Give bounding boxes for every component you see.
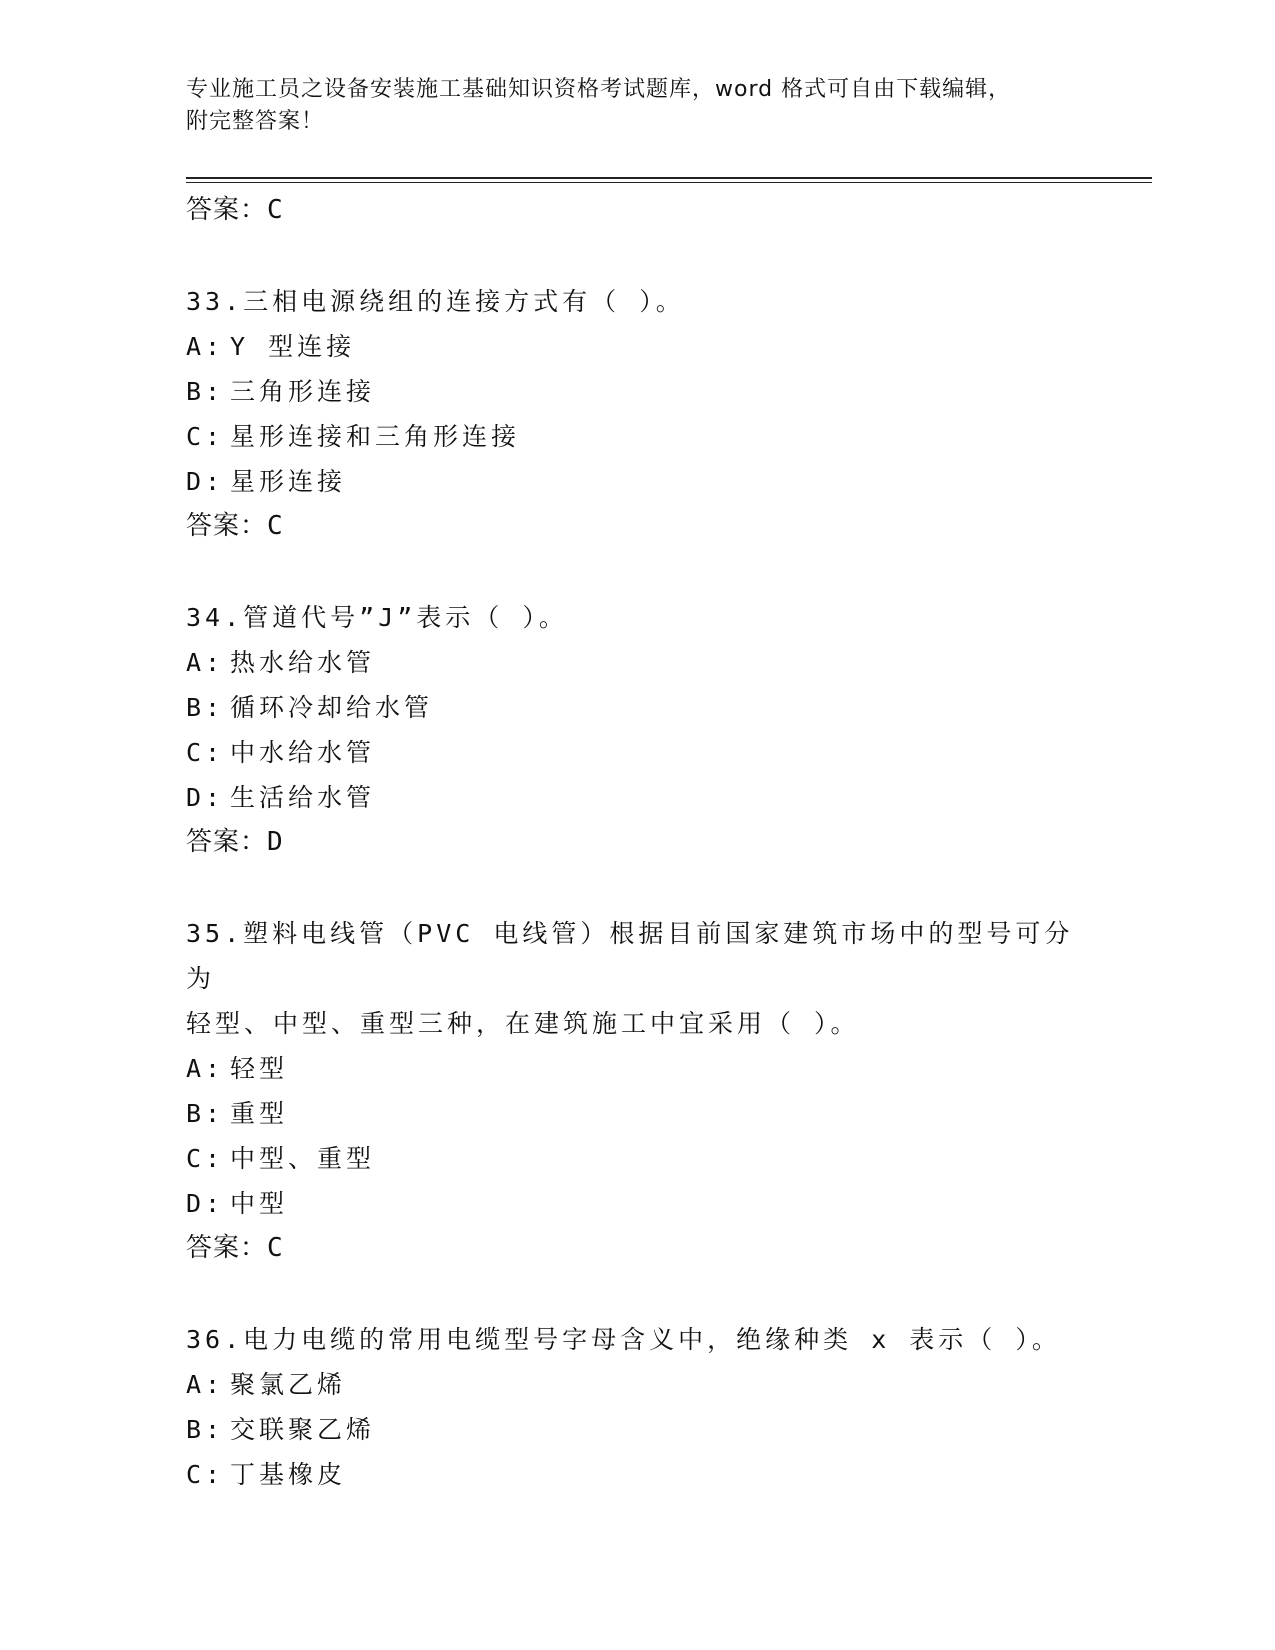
option-text: 聚氯乙烯	[230, 1370, 347, 1399]
option-a	[186, 640, 1086, 685]
answer-value: C	[267, 1233, 284, 1263]
answer-label: 答案：	[186, 1233, 268, 1263]
question-35	[186, 911, 1086, 1271]
option-a	[186, 1362, 1086, 1407]
option-key: D:	[186, 467, 225, 496]
option-text: 中型、重型	[230, 1144, 376, 1173]
option-text: 轻型	[230, 1054, 289, 1083]
option-a	[186, 324, 1086, 369]
answer-value: C	[267, 195, 284, 225]
answer-line	[186, 820, 1086, 865]
answer-label: 答案：	[186, 511, 268, 541]
option-c	[186, 1136, 1086, 1181]
option-text: 重型	[230, 1099, 289, 1128]
option-text: 中水给水管	[230, 738, 376, 767]
option-d	[186, 459, 1086, 504]
option-key: A:	[186, 1054, 225, 1083]
question-36	[186, 1317, 1086, 1497]
option-key: A:	[186, 332, 225, 361]
question-stem: 33.三相电源绕组的连接方式有（ ）。	[186, 287, 685, 316]
answer-value: D	[267, 827, 284, 857]
answer-line	[186, 188, 1086, 233]
question-stem: 36.电力电缆的常用电缆型号字母含义中，绝缘种类 x 表示（ ）。	[186, 1325, 1061, 1354]
answer-value: C	[267, 511, 284, 541]
option-text: 中型	[230, 1189, 289, 1218]
header-line-2: 附完整答案！	[186, 109, 325, 134]
question-stem-line-1: 35.塑料电线管（PVC 电线管）根据目前国家建筑市场中的型号可分为	[186, 919, 1074, 993]
option-key: A:	[186, 1370, 225, 1399]
option-c	[186, 730, 1086, 775]
option-text: 星形连接	[230, 467, 347, 496]
option-a	[186, 1046, 1086, 1091]
header-rule-thick	[186, 177, 1152, 179]
option-key: C:	[186, 738, 225, 767]
option-text: 交联聚乙烯	[230, 1415, 376, 1444]
option-text: 热水给水管	[230, 648, 376, 677]
option-key: B:	[186, 1415, 225, 1444]
answer-line	[186, 504, 1086, 549]
option-key: C:	[186, 1144, 225, 1173]
answer-label: 答案：	[186, 195, 268, 225]
option-text: Y 型连接	[230, 332, 356, 361]
question-stem-line-2: 轻型、中型、重型三种，在建筑施工中宜采用（ ）。	[186, 1009, 860, 1038]
option-text: 三角形连接	[230, 377, 376, 406]
question-33	[186, 279, 1086, 549]
option-d	[186, 775, 1086, 820]
option-key: D:	[186, 783, 225, 812]
document-header	[186, 74, 1106, 138]
option-key: C:	[186, 1460, 225, 1489]
option-key: B:	[186, 377, 225, 406]
option-b	[186, 685, 1086, 730]
option-b	[186, 1091, 1086, 1136]
question-34	[186, 595, 1086, 865]
question-list	[186, 188, 1086, 1497]
option-text: 生活给水管	[230, 783, 376, 812]
option-key: D:	[186, 1189, 225, 1218]
option-b	[186, 369, 1086, 414]
option-c	[186, 1452, 1086, 1497]
answer-label: 答案：	[186, 827, 268, 857]
option-key: B:	[186, 693, 225, 722]
question-stem: 34.管道代号”J”表示（ ）。	[186, 603, 568, 632]
option-key: B:	[186, 1099, 225, 1128]
option-text: 星形连接和三角形连接	[230, 422, 521, 451]
option-b	[186, 1407, 1086, 1452]
option-key: C:	[186, 422, 225, 451]
header-rule-thin	[186, 182, 1152, 183]
option-c	[186, 414, 1086, 459]
option-key: A:	[186, 648, 225, 677]
answer-line	[186, 1226, 1086, 1271]
option-text: 丁基橡皮	[230, 1460, 347, 1489]
option-d	[186, 1181, 1086, 1226]
header-line-1: 专业施工员之设备安装施工基础知识资格考试题库，word 格式可自由下载编辑，	[186, 77, 1012, 102]
option-text: 循环冷却给水管	[230, 693, 434, 722]
